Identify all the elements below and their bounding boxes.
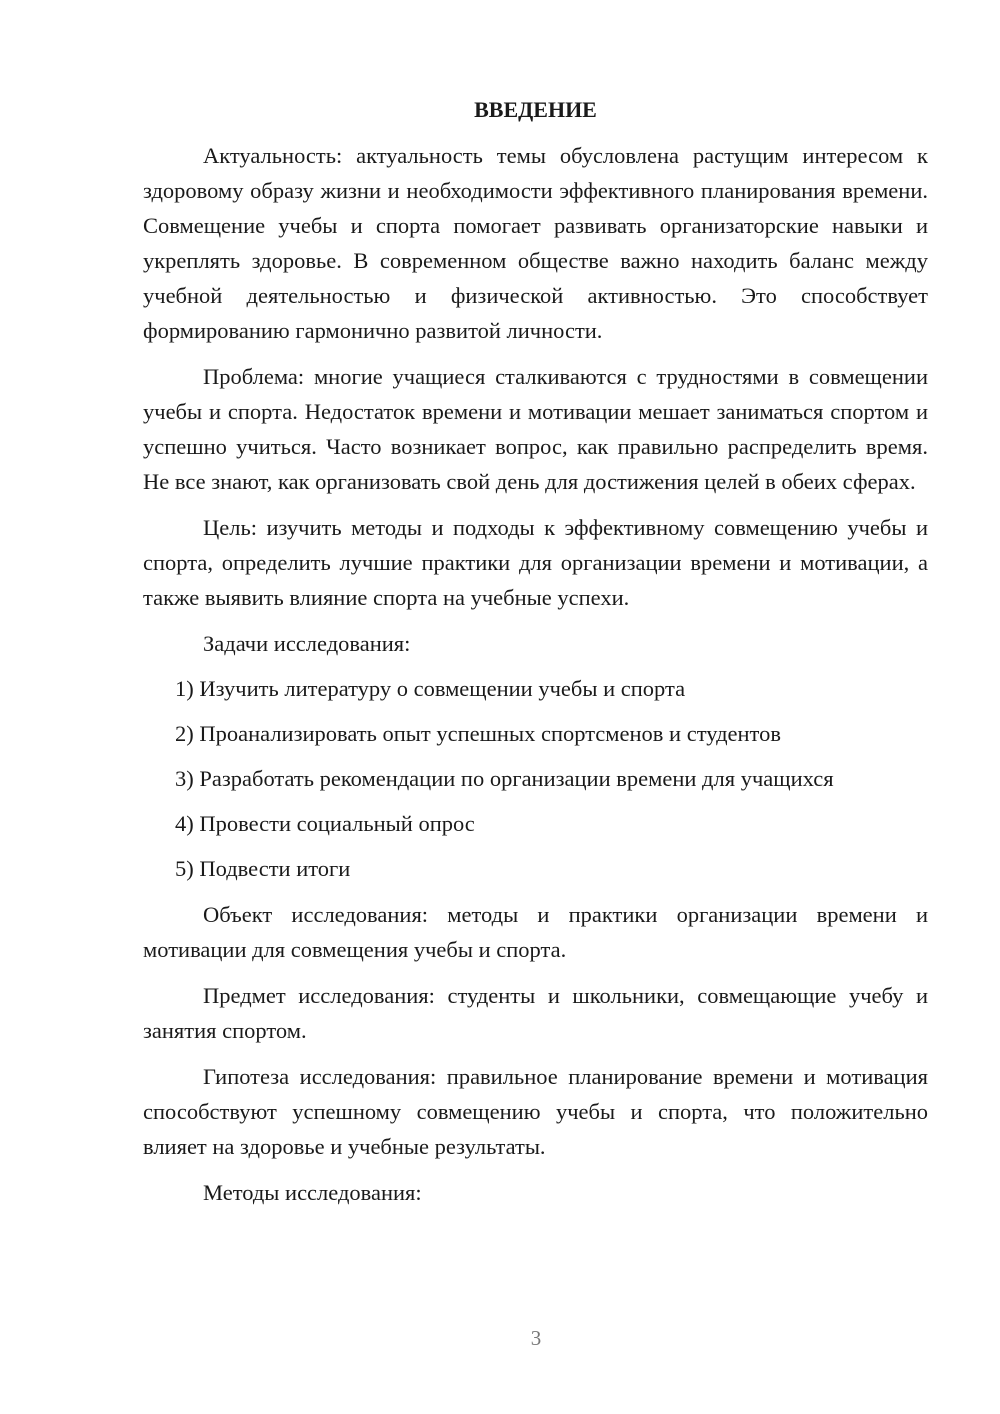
list-item: 4) Провести социальный опрос bbox=[175, 811, 475, 836]
paragraph-problem: Проблема: многие учащиеся сталкиваются с трудностями в совмещении учебы и спорта. Недостаток времени и мотивации мешает заниматься спортом и успешно учиться. Часто возникает вопрос, как правильно распределить время. Не все знают, как организовать свой день для достижения целей в обеих сферах. bbox=[143, 364, 928, 494]
paragraph-relevance: Актуальность: актуальность темы обусловлена растущим интересом к здоровому образу жизни и необходимости эффективного планирования времени. Совмещение учебы и спорта помогает развивать организаторские навыки и укреплять здоровье. В современном обществе важно находить баланс между учебной деятельностью и физической активностью. Это способствует формированию гармонично развитой личности. bbox=[143, 143, 928, 343]
paragraph-hypothesis: Гипотеза исследования: правильное планирование времени и мотивация способствуют успешному совмещению учебы и спорта, что положительно влияет на здоровье и учебные результаты. bbox=[143, 1064, 928, 1159]
list-item: 1) Изучить литературу о совмещении учебы и спорта bbox=[175, 676, 686, 701]
list-item: 2) Проанализировать опыт успешных спортсменов и студентов bbox=[175, 721, 781, 746]
page-number: 3 bbox=[530, 1326, 542, 1350]
document-page bbox=[143, 95, 928, 1220]
list-item: 5) Подвести итоги bbox=[175, 856, 351, 881]
tasks-heading: Задачи исследования: bbox=[203, 631, 411, 656]
paragraph-goal: Цель: изучить методы и подходы к эффективному совмещению учебы и спорта, определить лучшие практики для организации времени и мотивации, а также выявить влияние спорта на учебные успехи. bbox=[143, 515, 928, 610]
paragraph-object: Объект исследования: методы и практики организации времени и мотивации для совмещения учебы и спорта. bbox=[143, 902, 928, 962]
tasks-list bbox=[143, 671, 928, 886]
paragraph-subject: Предмет исследования: студенты и школьники, совмещающие учебу и занятия спортом. bbox=[143, 983, 928, 1043]
section-title: ВВЕДЕНИЕ bbox=[474, 97, 597, 122]
list-item: 3) Разработать рекомендации по организации времени для учащихся bbox=[175, 766, 834, 791]
methods-heading: Методы исследования: bbox=[203, 1180, 422, 1205]
